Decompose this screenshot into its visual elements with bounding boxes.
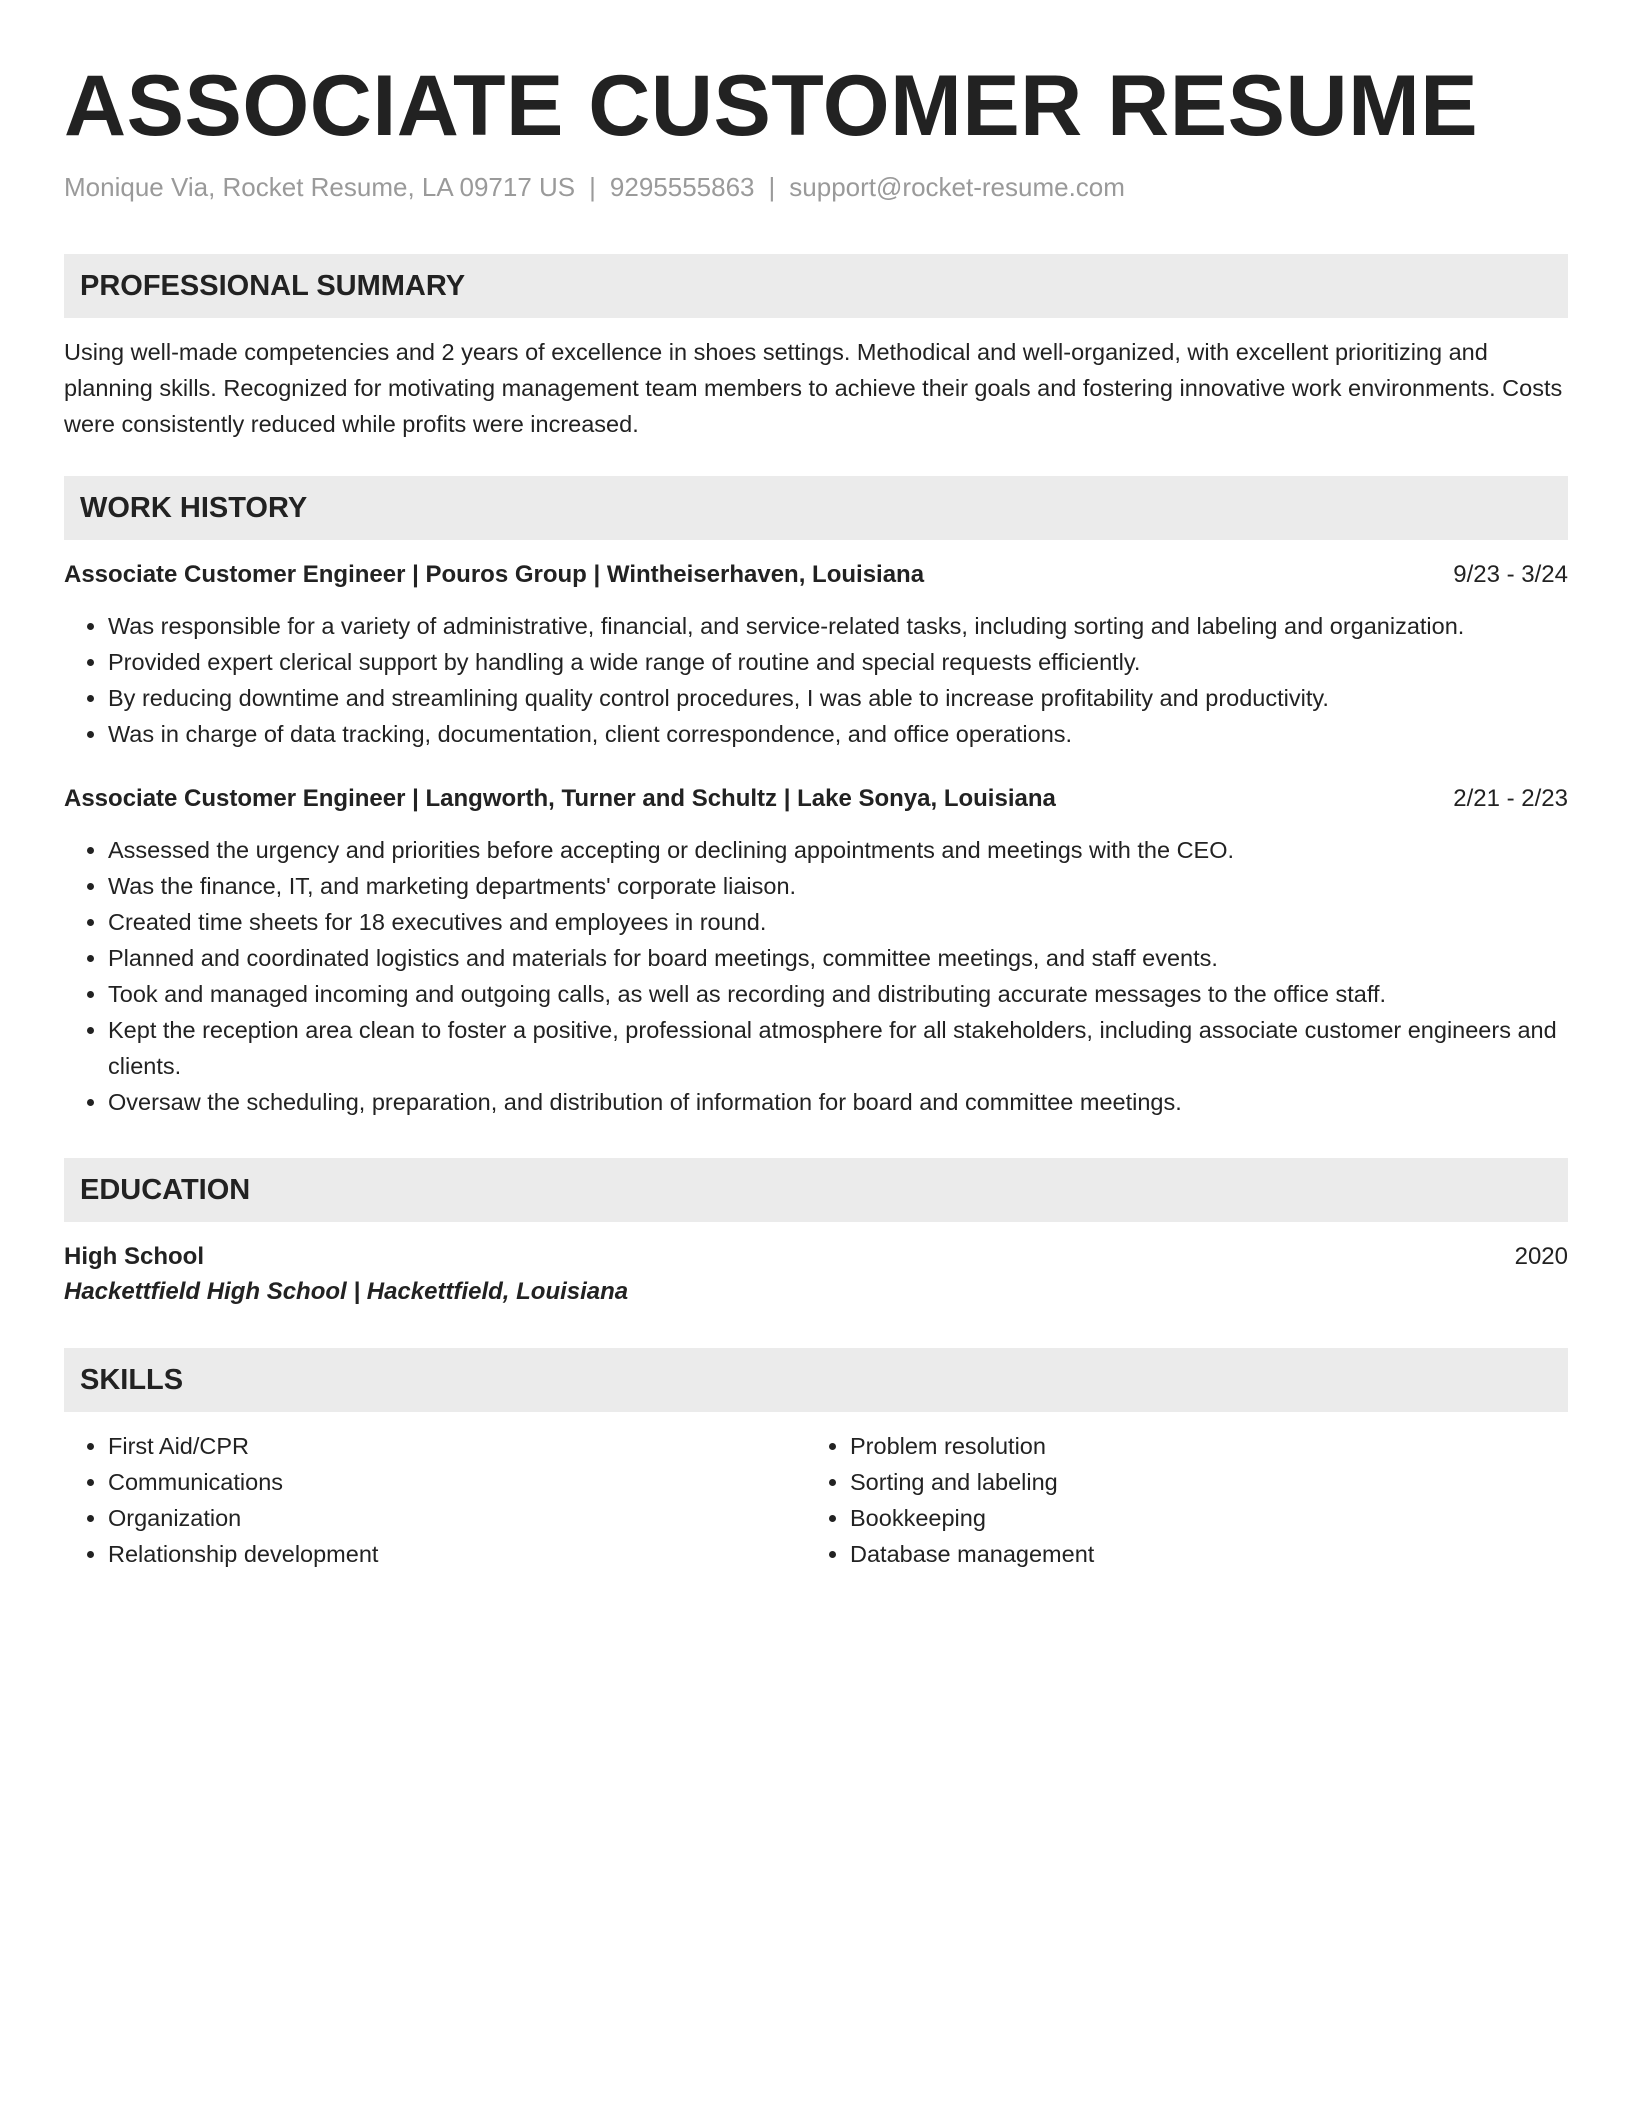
skill-item: • Organization [108, 1500, 806, 1536]
skill-item: • Relationship development [108, 1536, 806, 1572]
skills-grid [64, 1428, 1568, 1572]
contact-separator: | [768, 172, 776, 202]
job-bullets [64, 608, 1568, 752]
resume-page [64, 0, 1568, 1572]
job-bullet: • Was responsible for a variety of administrative, financial, and service-related tasks, including sorting and labeling and organization. [108, 608, 1568, 644]
skill-item: • Problem resolution [850, 1428, 1548, 1464]
education-degree: High School [64, 1243, 204, 1270]
skill-item: • First Aid/CPR [108, 1428, 806, 1464]
contact-address: Monique Via, Rocket Resume, LA 09717 US [64, 172, 576, 202]
job-header [64, 782, 1568, 816]
job-bullet: • Was in charge of data tracking, documentation, client correspondence, and office operations. [108, 716, 1568, 752]
education-heading: EDUCATION [64, 1158, 1568, 1222]
job-header [64, 558, 1568, 592]
summary-text: Using well-made competencies and 2 years of excellence in shoes settings. Methodical and well-organized, with excellent prioritizing and planning skills. Recognized for motivating management team members to achieve their goals and fostering innovative work environments. Costs were consistently reduced while profits were increased. [64, 339, 1563, 437]
job-entry [64, 558, 1568, 752]
education-header [64, 1240, 1568, 1274]
job-bullet: • By reducing downtime and streamlining quality control procedures, I was able to increase profitability and productivity. [108, 680, 1568, 716]
contact-line [64, 170, 1568, 204]
contact-email: support@rocket-resume.com [789, 172, 1125, 202]
job-bullet: • Planned and coordinated logistics and materials for board meetings, committee meetings, and staff events. [108, 940, 1568, 976]
skill-item: • Database management [850, 1536, 1548, 1572]
job-dates: 2/21 - 2/23 [1453, 785, 1568, 812]
job-bullet: • Created time sheets for 18 executives and employees in round. [108, 904, 1568, 940]
job-bullets [64, 832, 1568, 1120]
job-bullet: • Was the finance, IT, and marketing departments' corporate liaison. [108, 868, 1568, 904]
skill-item: • Sorting and labeling [850, 1464, 1548, 1500]
skills-list [64, 1428, 806, 1572]
skill-item: • Bookkeeping [850, 1500, 1548, 1536]
skills-column-left [64, 1428, 806, 1572]
skills-column-right [806, 1428, 1548, 1572]
skills-heading: SKILLS [64, 1348, 1568, 1412]
contact-separator: | [589, 172, 596, 202]
summary-heading: PROFESSIONAL SUMMARY [64, 254, 1568, 318]
job-bullet: • Provided expert clerical support by handling a wide range of routine and special requests efficiently. [108, 644, 1568, 680]
job-bullet: • Assessed the urgency and priorities before accepting or declining appointments and meetings with the CEO. [108, 832, 1568, 868]
education-year: 2020 [1514, 1243, 1568, 1270]
job-entry [64, 782, 1568, 1120]
resume-title: ASSOCIATE CUSTOMER RESUME [64, 58, 1479, 154]
job-title: Associate Customer Engineer | Langworth, Turner and Schultz | Lake Sonya, Louisiana [64, 785, 1056, 812]
job-bullet: • Kept the reception area clean to foster a positive, professional atmosphere for all stakeholders, including associate customer engineers and clients. [108, 1012, 1568, 1084]
job-bullet: • Oversaw the scheduling, preparation, and distribution of information for board and committee meetings. [108, 1084, 1568, 1120]
job-dates: 9/23 - 3/24 [1453, 561, 1568, 588]
education-school: Hackettfield High School | Hackettfield, Louisiana [64, 1278, 629, 1305]
job-bullet: • Took and managed incoming and outgoing calls, as well as recording and distributing accurate messages to the office staff. [108, 976, 1568, 1012]
skill-item: • Communications [108, 1464, 806, 1500]
skills-list [806, 1428, 1548, 1572]
work-history-heading: WORK HISTORY [64, 476, 1568, 540]
job-title: Associate Customer Engineer | Pouros Group | Wintheiserhaven, Louisiana [64, 561, 925, 588]
contact-phone: 9295555863 [609, 172, 755, 202]
